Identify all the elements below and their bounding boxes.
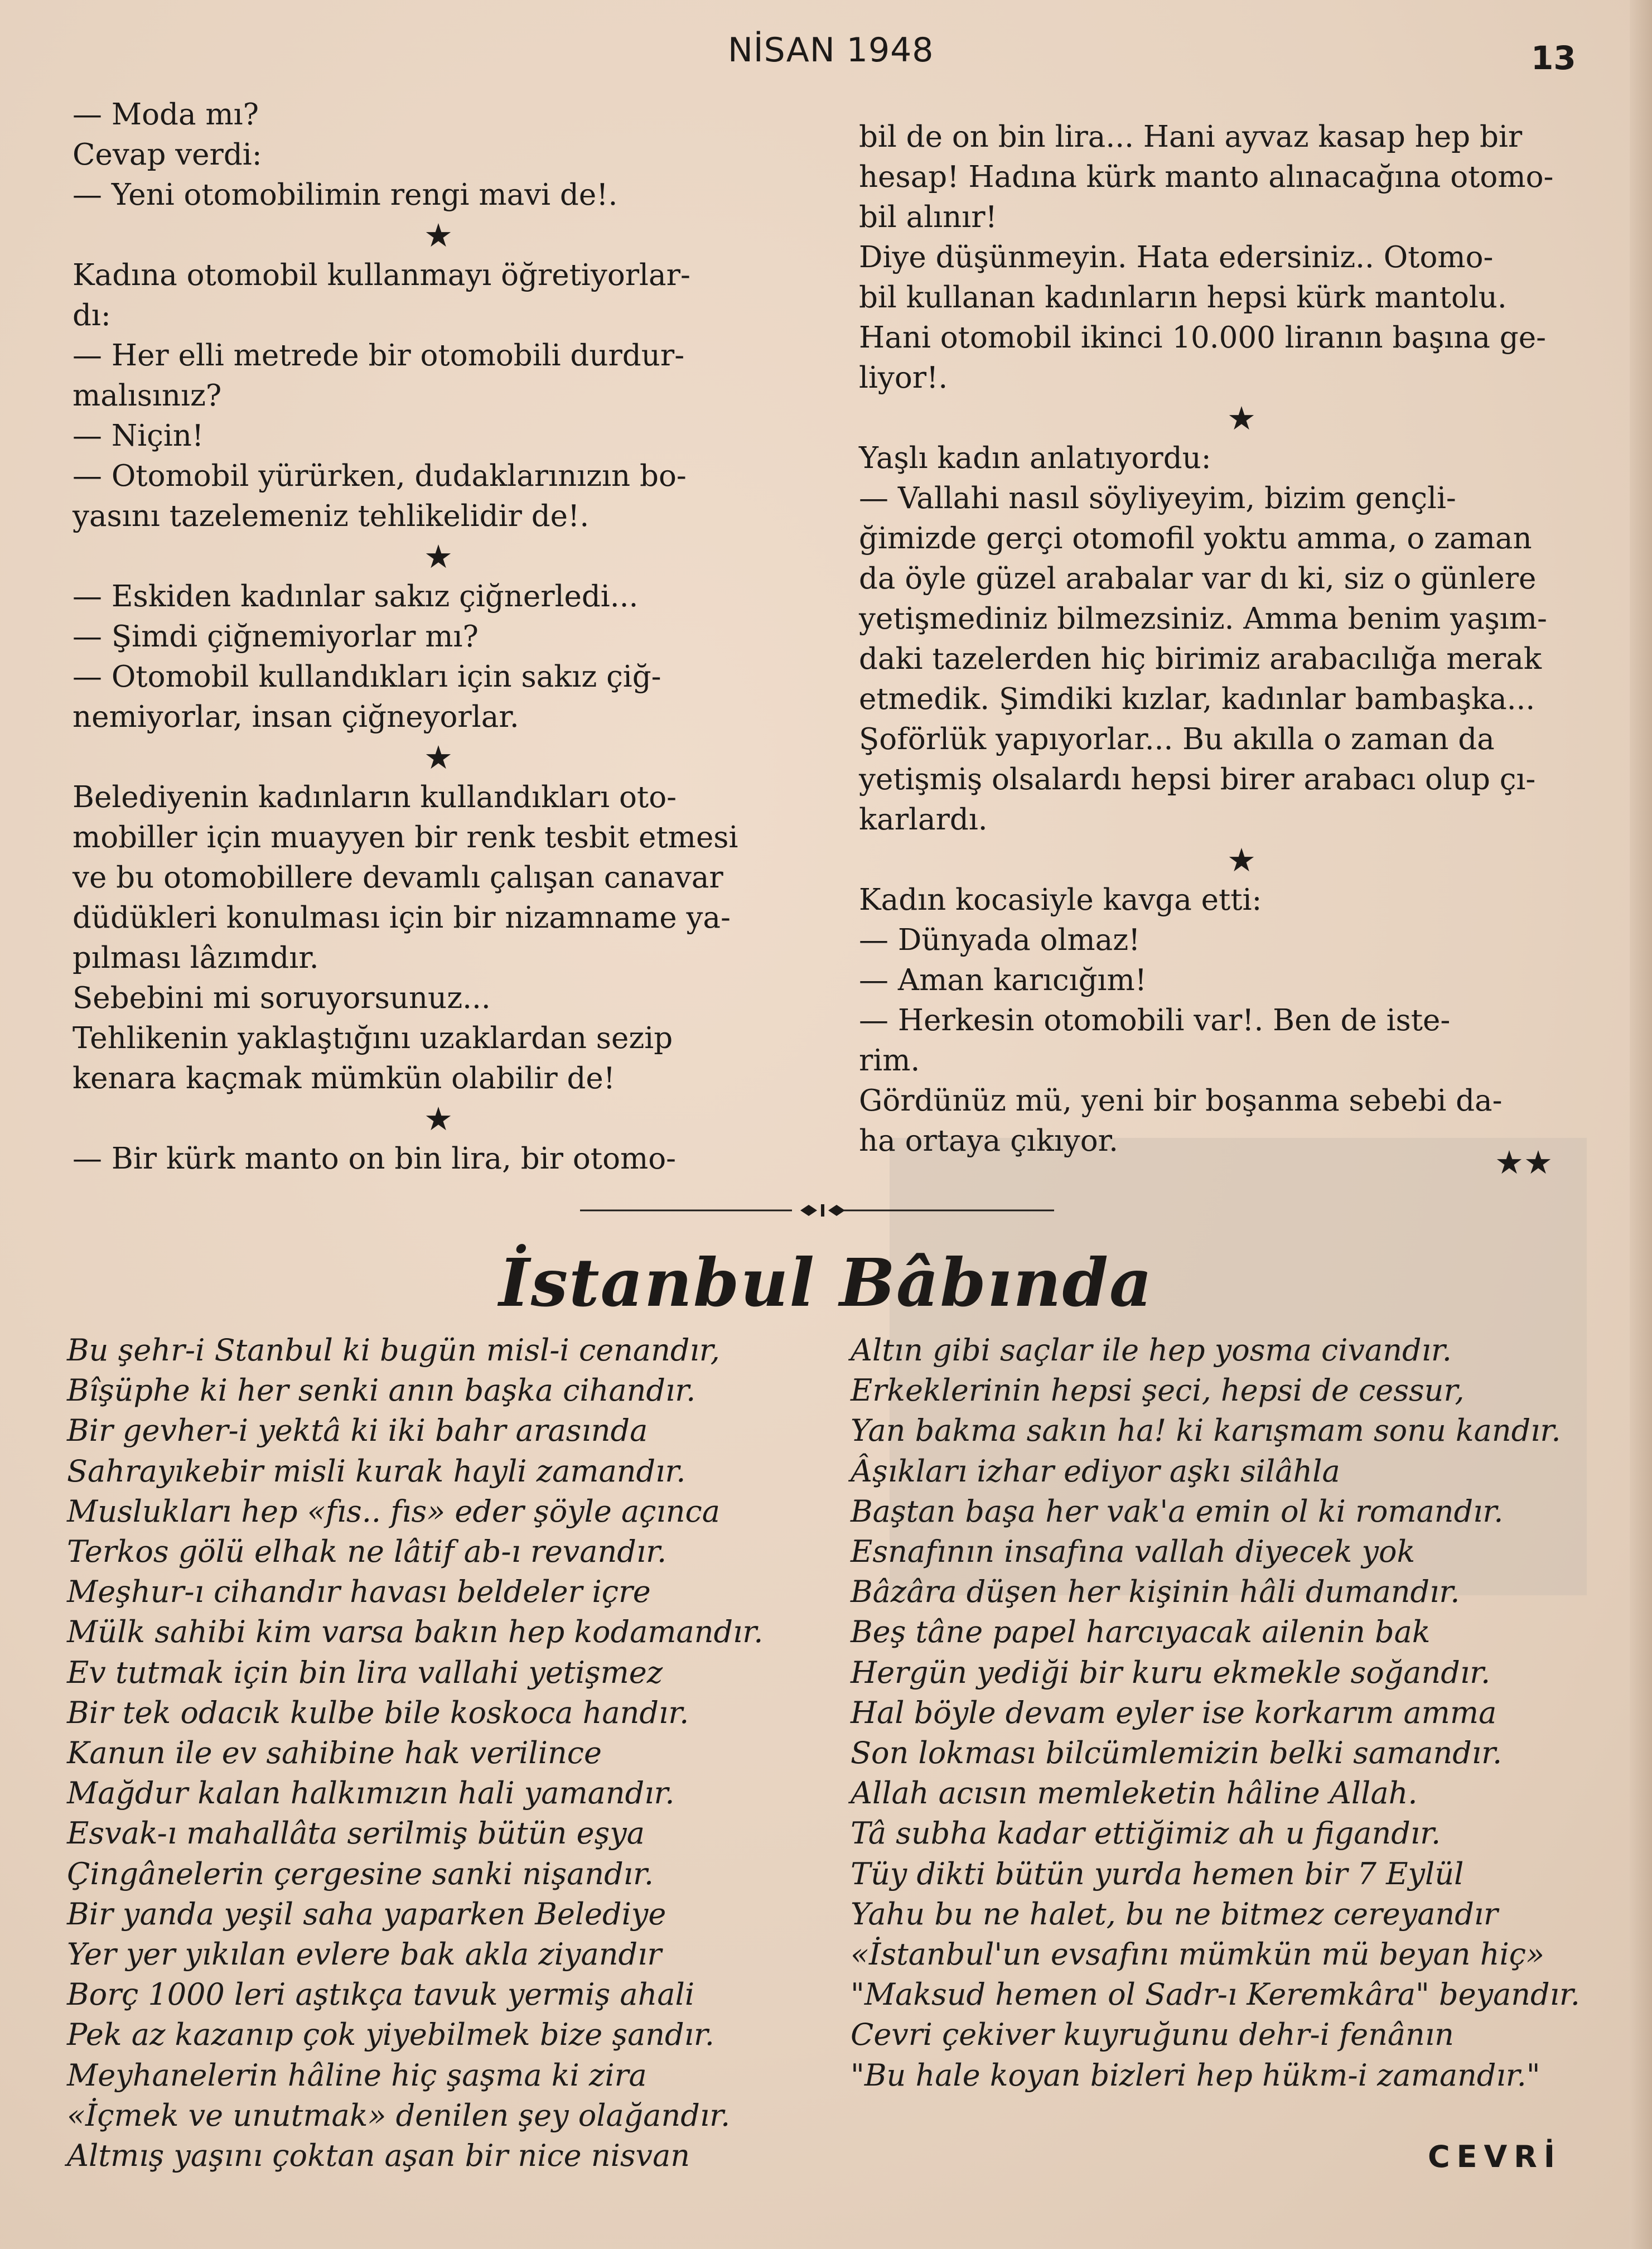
star-separator: ★	[424, 538, 453, 576]
left-text-column	[73, 95, 792, 1179]
text-line: mobiller için muayyen bir renk tesbit etmesi	[73, 821, 738, 855]
text-line: Sebebini mi soruyorsunuz...	[73, 981, 491, 1015]
star-separator: ★	[424, 739, 453, 776]
page-header	[0, 31, 1652, 81]
issue-date: NİSAN 1948	[728, 31, 934, 70]
text-line: Gördünüz mü, yeni bir boşanma sebebi da-	[859, 1084, 1503, 1118]
poem-line: «İstanbul'un evsafını mümkün mü beyan hiç»	[851, 1937, 1545, 1972]
poem-line: Beş tâne papel harcıyacak ailenin bak	[851, 1614, 1431, 1650]
poem-line: «İçmek ve unutmak» denilen şey olağandır.	[67, 2097, 731, 2133]
text-line: — Moda mı?	[73, 98, 259, 132]
text-line: pılması lâzımdır.	[73, 941, 319, 975]
poem-line: Tüy dikti bütün yurda hemen bir 7 Eylül	[851, 1856, 1464, 1891]
poem-line: "Maksud hemen ol Sadr-ı Keremkâra" beyandır.	[851, 1977, 1580, 2012]
text-line: bil de on bin lira... Hani ayvaz kasap hep bir	[859, 120, 1523, 154]
right-text-column	[859, 117, 1578, 1161]
poem-left-column	[67, 1330, 763, 2176]
star-separator: ★	[1227, 841, 1256, 879]
text-line: bil kullanan kadınların hepsi kürk mantolu.	[859, 281, 1507, 315]
poem-line: Erkeklerinin hepsi şeci, hepsi de cessur,	[851, 1373, 1465, 1408]
poem-title: İstanbul Bâbında	[499, 1244, 1153, 1321]
text-line: — Yeni otomobilimin rengi mavi de!.	[73, 178, 618, 212]
poem-line: Meşhur-ı cihandır havası beldeler içre	[67, 1574, 651, 1610]
text-line: nemiyorlar, insan çiğneyorlar.	[73, 700, 519, 734]
page-number: 13	[1531, 39, 1576, 77]
poem-line: Hal böyle devam eyler ise korkarım amma	[851, 1695, 1497, 1730]
text-line: karlardı.	[859, 803, 988, 837]
poem-line: Bâzâra düşen her kişinin hâli dumandır.	[851, 1574, 1460, 1610]
text-line: Hani otomobil ikinci 10.000 liranın başına ge-	[859, 321, 1546, 355]
text-line: — Vallahi nasıl söyliyeyim, bizim gençli-	[859, 481, 1456, 515]
poem-line: Bir gevher-i yektâ ki iki bahr arasında	[67, 1413, 648, 1449]
poem-line: Allah acısın memleketin hâline Allah.	[851, 1775, 1418, 1811]
poem-line: Bir tek odacık kulbe bile koskoca handır.	[67, 1695, 689, 1730]
poem-line: Bir yanda yeşil saha yaparken Belediye	[67, 1896, 666, 1932]
text-line: da öyle güzel arabalar var dı ki, siz o günlere	[859, 562, 1537, 596]
poem-line: Yer yer yıkılan evlere bak akla ziyandır	[67, 1937, 662, 1972]
text-line: — Herkesin otomobili var!. Ben de iste-	[859, 1003, 1451, 1037]
poem-line: Esvak-ı mahallâta serilmiş bütün eşya	[67, 1816, 645, 1851]
text-line: Cevap verdi:	[73, 138, 262, 172]
text-line: hesap! Hadına kürk manto alınacağına otomo-	[859, 160, 1554, 194]
poem-line: Cevri çekiver kuyruğunu dehr-i fenânın	[851, 2017, 1454, 2053]
page-edge	[1630, 0, 1652, 2249]
poem-line: Bîşüphe ki her senki anın başka cihandır.	[67, 1373, 696, 1408]
text-line: etmedik. Şimdiki kızlar, kadınlar bambaşka...	[859, 682, 1535, 716]
text-line: Belediyenin kadınların kullandıkları oto-	[73, 780, 677, 814]
text-line: — Bir kürk manto on bin lira, bir otomo-	[73, 1142, 677, 1176]
poem-line: Esnafının insafına vallah diyecek yok	[851, 1534, 1416, 1570]
text-line: rim.	[859, 1044, 920, 1078]
text-line: yetişmediniz bilmezsiniz. Amma benim yaşım-	[859, 602, 1547, 636]
text-line: düdükleri konulması için bir nizamname ya-	[73, 901, 731, 935]
poem-line: Meyhanelerin hâline hiç şaşma ki zira	[67, 2057, 647, 2093]
text-line: Tehlikenin yaklaştığını uzaklardan sezip	[73, 1021, 673, 1055]
poem-line: "Bu hale koyan bizleri hep hükm-i zamandır."	[851, 2057, 1540, 2093]
poem-line: Çingânelerin çergesine sanki nişandır.	[67, 1856, 654, 1891]
star-separator: ★	[424, 1100, 453, 1138]
text-line: dı:	[73, 298, 111, 332]
text-line: ve bu otomobillere devamlı çalışan canavar	[73, 861, 723, 895]
poem-line: Hergün yediği bir kuru ekmekle soğandır.	[851, 1654, 1491, 1690]
poem-line: Borç 1000 leri aştıkça tavuk yermiş ahali	[67, 1977, 695, 2012]
text-line: Diye düşünmeyin. Hata edersiniz.. Otomo-	[859, 240, 1494, 274]
text-line: malısınız?	[73, 379, 222, 413]
ornamental-divider	[580, 1202, 1054, 1219]
text-line: Yaşlı kadın anlatıyordu:	[859, 441, 1211, 475]
text-line: bil alınır!	[859, 200, 997, 234]
poem-line: Terkos gölü elhak ne lâtif ab-ı revandır.	[67, 1534, 667, 1570]
poem-line: Kanun ile ev sahibine hak verilince	[67, 1735, 602, 1771]
text-line: kenara kaçmak mümkün olabilir de!	[73, 1061, 616, 1095]
text-line: yasını tazelemeniz tehlikelidir de!.	[73, 499, 590, 533]
text-line: yetişmiş olsalardı hepsi birer arabacı olup çı-	[859, 762, 1536, 797]
poem-line: Muslukları hep «fıs.. fıs» eder şöyle açınca	[67, 1493, 720, 1529]
poem-line: Altın gibi saçlar ile hep yosma civandır.	[851, 1333, 1452, 1368]
poem-line: Pek az kazanıp çok yiyebilmek bize şandır.	[67, 2017, 714, 2053]
text-line: Kadın kocasiyle kavga etti:	[859, 883, 1262, 917]
poem-line: Mülk sahibi kim varsa bakın hep kodamandır.	[67, 1614, 764, 1650]
text-line: — Otomobil yürürken, dudaklarınızın bo-	[73, 459, 687, 493]
poem-line: Sahrayıkebir misli kurak hayli zamandır.	[67, 1453, 686, 1489]
text-line: — Her elli metrede bir otomobili durdur-	[73, 339, 685, 373]
poem-right-column	[851, 1330, 1580, 2096]
text-line: Şoförlük yapıyorlar... Bu akılla o zaman da	[859, 722, 1495, 756]
text-line: daki tazelerden hiç birimiz arabacılığa merak	[859, 642, 1542, 676]
text-line: ha ortaya çıkıyor.	[859, 1124, 1119, 1158]
text-line: — Dünyada olmaz!	[859, 923, 1141, 957]
poem-line: Ev tutmak için bin lira vallahi yetişmez	[67, 1654, 663, 1690]
text-line: Kadına otomobil kullanmayı öğretiyorlar-	[73, 258, 690, 292]
text-line: — Aman karıcığım!	[859, 963, 1147, 997]
poem-line: Tâ subha kadar ettiğimiz ah u figandır.	[851, 1816, 1441, 1851]
star-separator: ★	[424, 216, 453, 254]
text-line: — Şimdi çiğnemiyorlar mı?	[73, 620, 479, 654]
star-separator: ★	[1227, 399, 1256, 437]
text-line: — Otomobil kullandıkları için sakız çiğ-	[73, 660, 661, 694]
poem-line: Mağdur kalan halkımızın hali yamandır.	[67, 1775, 675, 1811]
poem-line: Bu şehr-i Stanbul ki bugün misl-i cenandır,	[67, 1333, 720, 1368]
poem-line: Altmış yaşını çoktan aşan bir nice nisvan	[67, 2138, 690, 2174]
double-star-ornament: ★★	[1495, 1143, 1553, 1181]
poem-signature: CEVRİ	[1428, 2139, 1562, 2174]
text-line: — Niçin!	[73, 419, 204, 453]
poem-line: Son lokması bilcümlemizin belki samandır.	[851, 1735, 1503, 1771]
text-line: ğimizde gerçi otomofil yoktu amma, o zaman	[859, 522, 1532, 556]
text-line: — Eskiden kadınlar sakız çiğnerledi...	[73, 580, 639, 614]
poem-line: Yahu bu ne halet, bu ne bitmez cereyandır	[851, 1896, 1498, 1932]
poem-line: Âşıkları izhar ediyor aşkı silâhla	[851, 1453, 1340, 1489]
poem-line: Baştan başa her vak'a emin ol ki romandır.	[851, 1493, 1504, 1529]
poem-line: Yan bakma sakın ha! ki karışmam sonu kandır.	[851, 1413, 1561, 1449]
text-line: liyor!.	[859, 361, 948, 395]
